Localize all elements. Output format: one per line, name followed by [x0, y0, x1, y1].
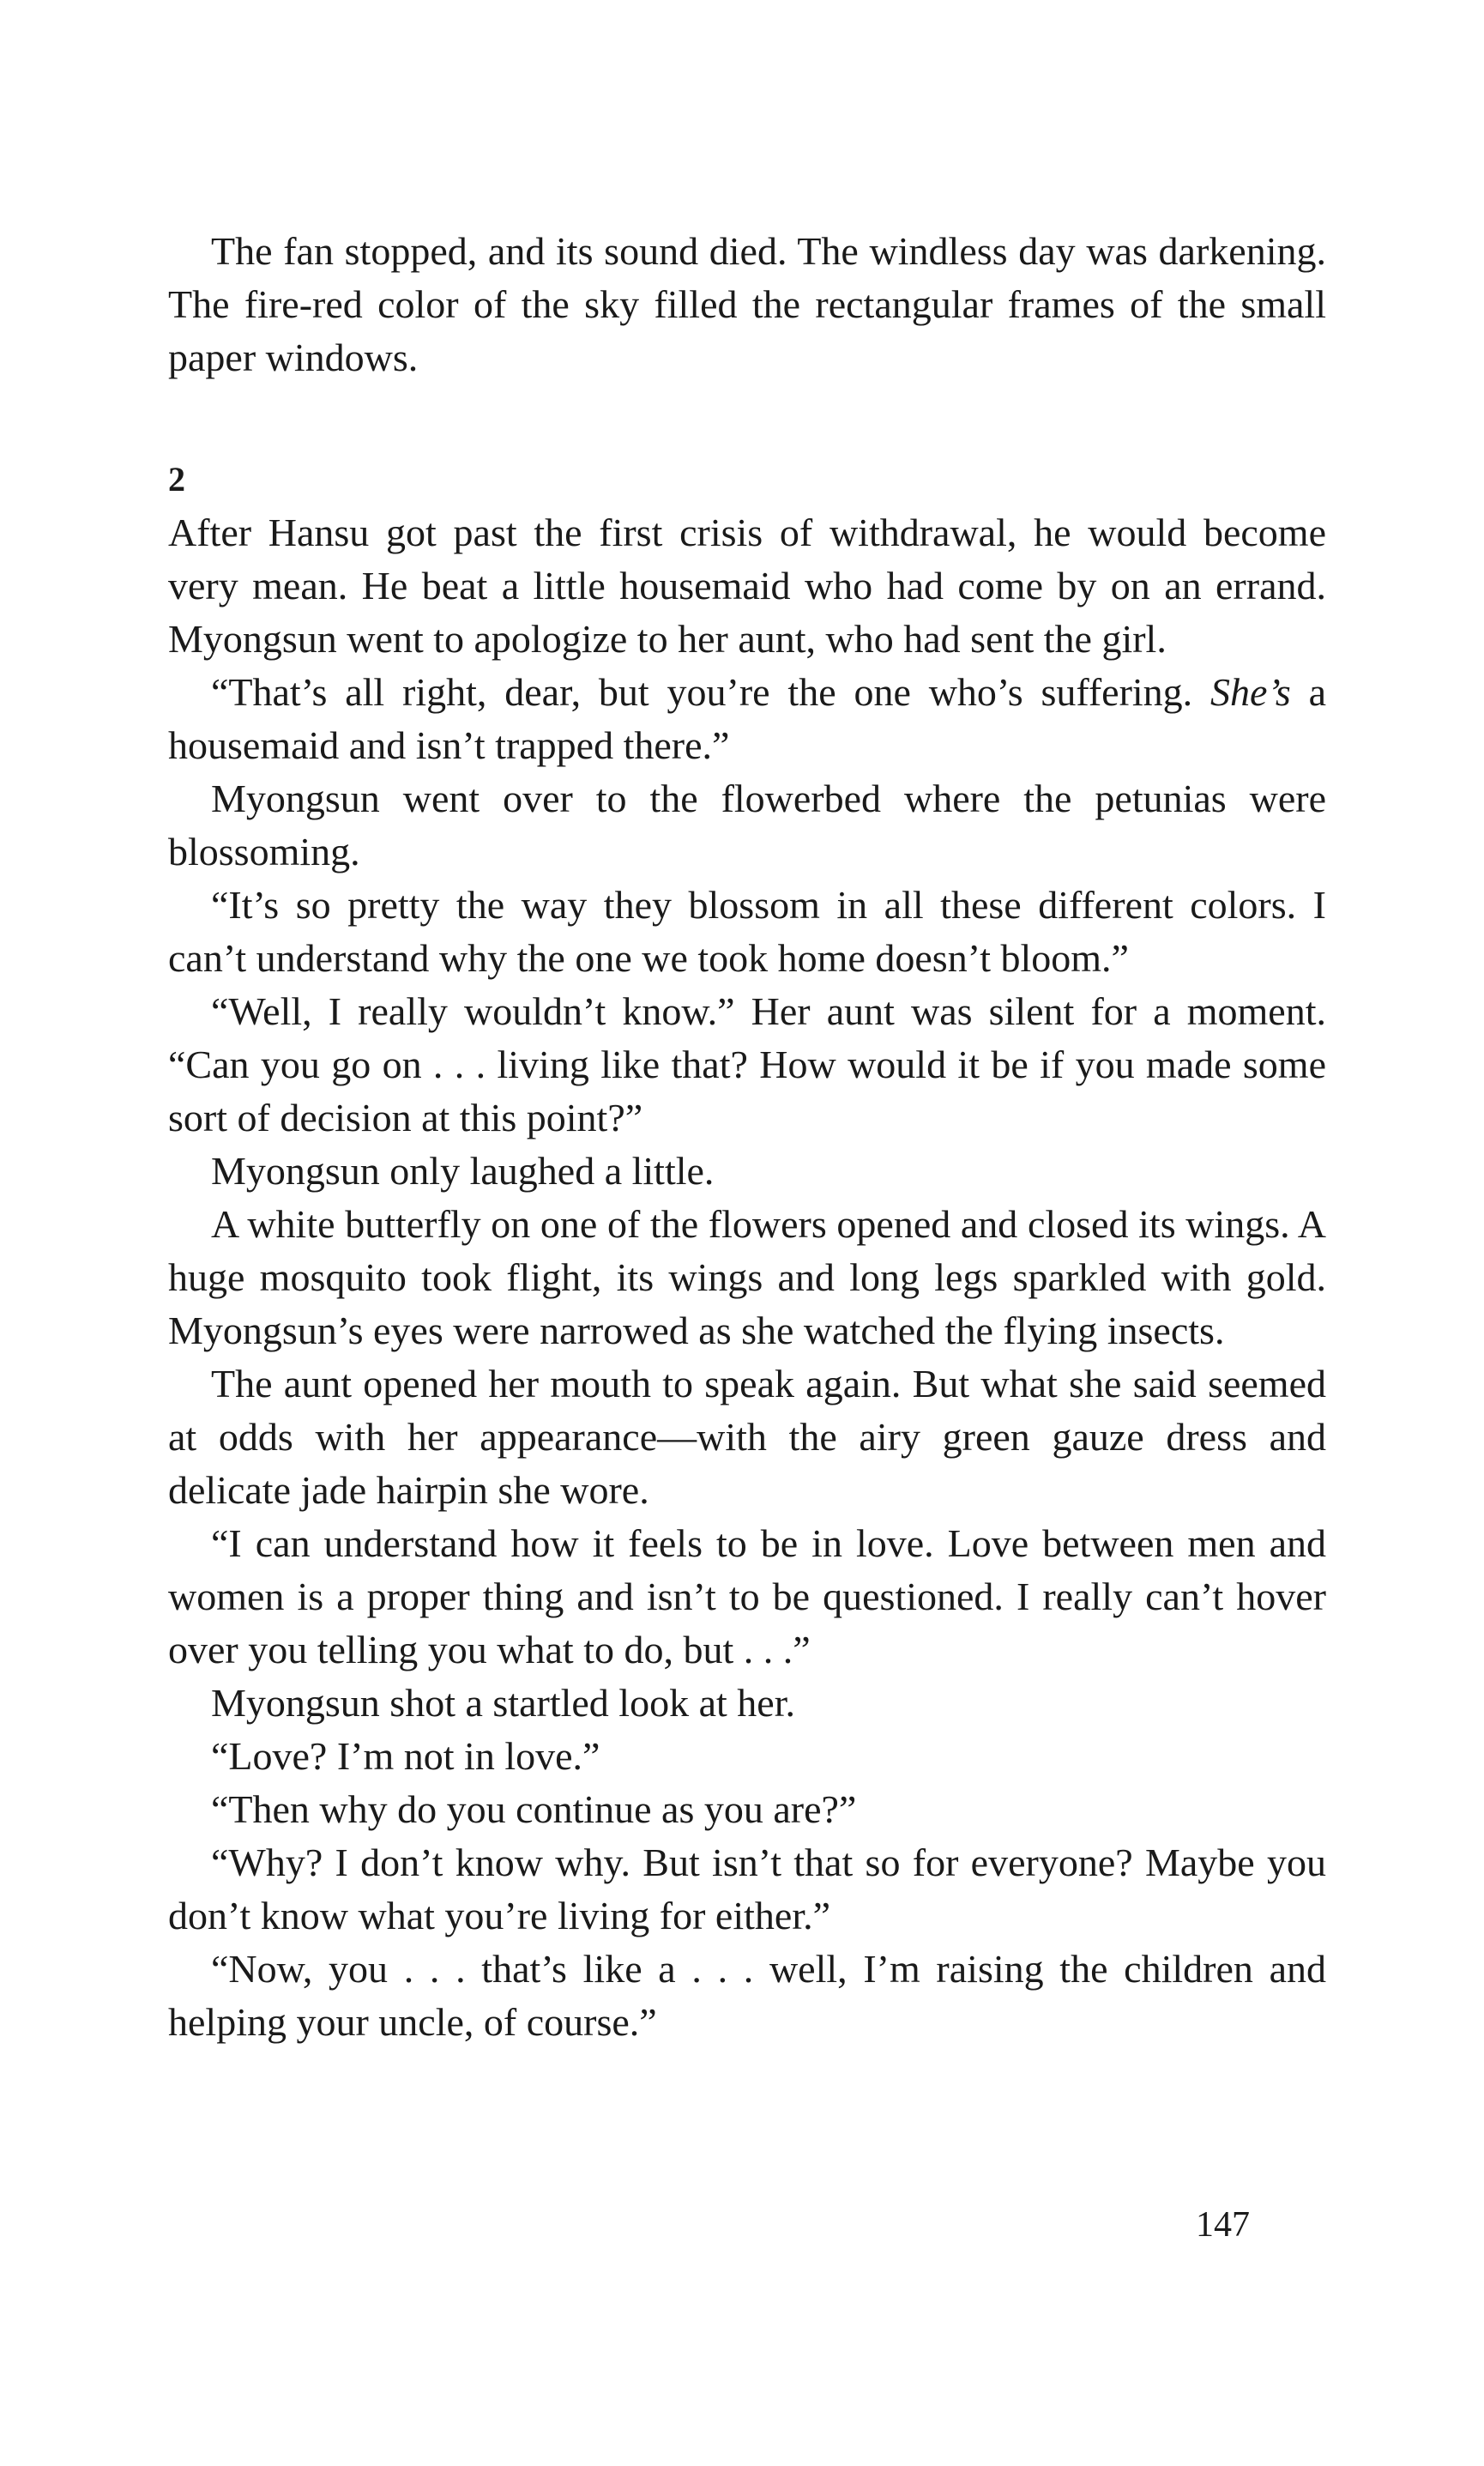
paragraph-8: The aunt opened her mouth to speak again. But what she said seemed at odds with her appearance—with the airy green gauze dress and delicate jade hairpin she wore.	[168, 1362, 1326, 1512]
paragraph-6: Myongsun only laughed a little.	[211, 1149, 715, 1193]
paragraph-11: “Love? I’m not in love.”	[211, 1734, 600, 1778]
paragraph-7: A white butterfly on one of the flowers opened and closed its wings. A huge mosquito took flight, its wings and long legs sparkled with gold. Myongsun’s eyes were narrowed as she watched the flying insects.	[168, 1202, 1326, 1352]
page-body	[168, 225, 1326, 2049]
paragraph-14: “Now, you . . . that’s like a . . . well, I’m raising the children and helping your uncle, of course.”	[168, 1947, 1326, 2044]
paragraph-10: Myongsun shot a startled look at her.	[211, 1681, 795, 1725]
paragraph-5: “Well, I really wouldn’t know.” Her aunt was silent for a moment. “Can you go on . . . living like that? How would it be if you made some sort of decision at this point?”	[168, 989, 1326, 1139]
paragraph-2-text-b: a housemaid and isn’t trapped there.”	[168, 670, 1326, 767]
paragraph-2	[168, 666, 1326, 772]
paragraph-3: Myongsun went over to the flowerbed where the petunias were blossoming.	[168, 777, 1326, 873]
paragraph-12: “Then why do you continue as you are?”	[211, 1787, 857, 1831]
paragraph-1: After Hansu got past the first crisis of withdrawal, he would become very mean. He beat a little housemaid who had come by on an errand. Myongsun went to apologize to her aunt, who had sent the girl.	[168, 511, 1326, 661]
paragraph-4: “It’s so pretty the way they blossom in all these different colors. I can’t understand why the one we took home doesn’t bloom.”	[168, 883, 1326, 980]
intro-paragraph: The fan stopped, and its sound died. The windless day was darkening. The fire-red color of the sky filled the rectangular frames of the small paper windows.	[168, 229, 1326, 379]
page-number: 147	[1196, 2205, 1250, 2245]
paragraph-13: “Why? I don’t know why. But isn’t that so for everyone? Maybe you don’t know what you’re living for either.”	[168, 1840, 1326, 1937]
paragraph-9: “I can understand how it feels to be in love. Love between men and women is a proper thing and isn’t to be questioned. I really can’t hover over you telling you what to do, but . . .”	[168, 1521, 1326, 1671]
paragraph-2-text-a: “That’s all right, dear, but you’re the one who’s suffering.	[211, 670, 1211, 714]
section-number: 2	[168, 460, 185, 499]
paragraph-2-emphasis: She’s	[1210, 670, 1291, 714]
